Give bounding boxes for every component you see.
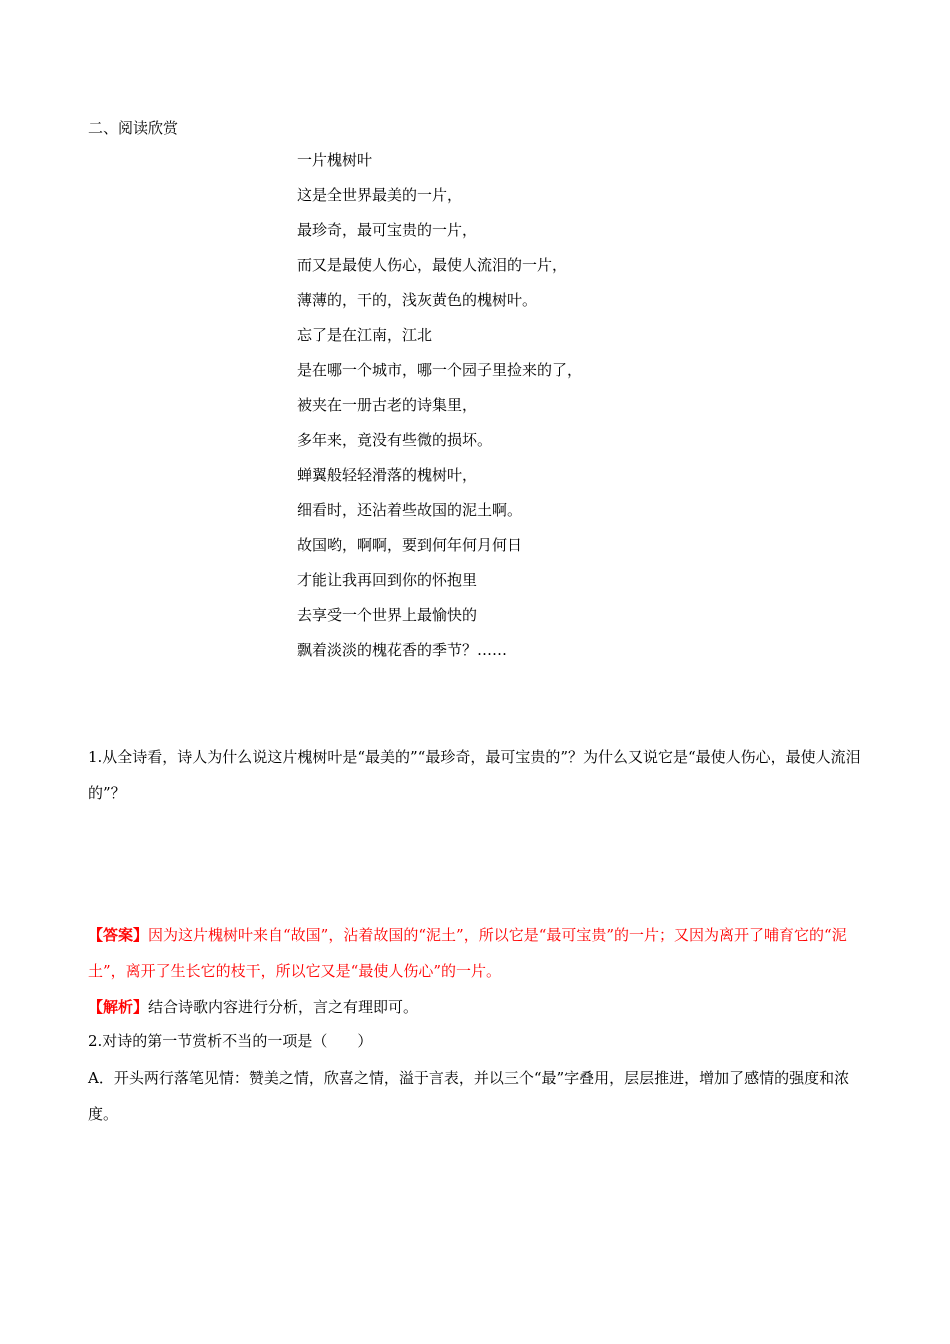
poem-line: 忘了是在江南，江北 — [297, 326, 433, 344]
analysis-label: 【解析】 — [88, 998, 149, 1016]
poem-line: 薄薄的，干的，浅灰黄色的槐树叶。 — [297, 291, 538, 309]
question-1: 1.从全诗看，诗人为什么说这片槐树叶是“最美的”“最珍奇，最可宝贵的”？为什么又说它是“最使人伤心，最使人流泪的”？ — [88, 748, 861, 802]
poem-line: 才能让我再回到你的怀抱里 — [297, 571, 478, 589]
poem-line: 多年来，竟没有些微的损坏。 — [297, 431, 493, 449]
poem-line: 最珍奇，最可宝贵的一片， — [297, 221, 478, 239]
poem-line: 是在哪一个城市，哪一个园子里捡来的了， — [297, 361, 583, 379]
poem — [297, 150, 582, 675]
poem-title: 一片槐树叶 — [297, 151, 373, 169]
poem-line: 而又是最使人伤心，最使人流泪的一片， — [297, 256, 568, 274]
poem-line: 细看时，还沾着些故国的泥土啊。 — [297, 501, 523, 519]
analysis-text: 结合诗歌内容进行分析，言之有理即可。 — [148, 998, 419, 1016]
poem-line: 飘着淡淡的槐花香的季节？…… — [297, 641, 508, 659]
poem-line: 被夹在一册古老的诗集里， — [297, 396, 478, 414]
question-2: 2.对诗的第一节赏析不当的一项是（ ） — [88, 1032, 373, 1050]
answer-1 — [88, 917, 864, 989]
poem-line: 去享受一个世界上最愉快的 — [297, 606, 478, 624]
answer-text: 因为这片槐树叶来自“故国”，沾着故国的“泥土”，所以它是“最可宝贵”的一片；又因为离开了哺育它的“泥土”，离开了生长它的枝干，所以它又是“最使人伤心”的一片。 — [88, 926, 847, 980]
poem-line: 蝉翼般轻轻滑落的槐树叶， — [297, 466, 478, 484]
poem-line: 这是全世界最美的一片， — [297, 186, 463, 204]
section-title: 二、阅读欣赏 — [88, 119, 179, 137]
poem-line: 故国哟，啊啊，要到何年何月何日 — [297, 536, 523, 554]
question-2-option-a: A．开头两行落笔见情：赞美之情，欣喜之情，溢于言表，并以三个“最”字叠用，层层推进，增加了感情的强度和浓度。 — [88, 1069, 850, 1123]
analysis-1 — [88, 989, 864, 1025]
answer-label: 【答案】 — [88, 926, 149, 944]
